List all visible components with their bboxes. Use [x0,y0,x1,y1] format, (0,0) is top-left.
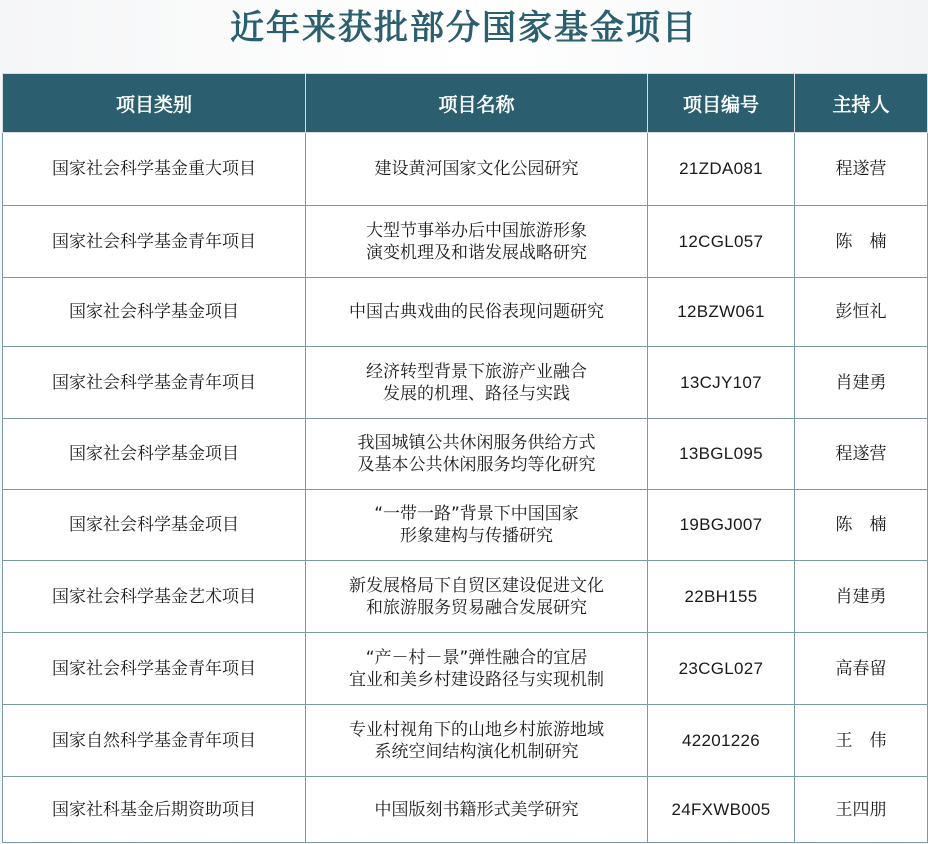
host-cell: 王 伟 [795,705,928,777]
table-row [3,561,928,633]
project-name-cell: 经济转型背景下旅游产业融合 发展的机理、路径与实践 [306,347,648,419]
project-name-cell: 建设黄河国家文化公园研究 [306,133,648,206]
table-row [3,206,928,278]
project-name-cell: “一带一路”背景下中国国家 形象建构与传播研究 [306,490,648,561]
table-row [3,633,928,705]
header-name: 项目名称 [306,74,648,133]
table-row [3,133,928,206]
project-code-cell: 22BH155 [648,561,795,633]
header-host: 主持人 [795,74,928,133]
project-table [2,73,928,843]
project-code-cell: 42201226 [648,705,795,777]
project-code-cell: 12CGL057 [648,206,795,278]
category-cell: 国家社会科学基金项目 [3,490,306,561]
project-code-cell: 23CGL027 [648,633,795,705]
host-cell: 肖建勇 [795,347,928,419]
table-row [3,777,928,843]
host-cell: 肖建勇 [795,561,928,633]
host-cell: 高春留 [795,633,928,705]
category-cell: 国家社会科学基金青年项目 [3,347,306,419]
category-cell: 国家社会科学基金重大项目 [3,133,306,206]
table-header-row [3,74,928,133]
category-cell: 国家社会科学基金青年项目 [3,206,306,278]
table-row [3,419,928,490]
project-name-cell: 中国古典戏曲的民俗表现问题研究 [306,278,648,347]
category-cell: 国家社会科学基金项目 [3,419,306,490]
project-code-cell: 24FXWB005 [648,777,795,843]
host-cell: 程遂营 [795,419,928,490]
table-row [3,278,928,347]
host-cell: 程遂营 [795,133,928,206]
host-cell: 王四朋 [795,777,928,843]
page-title: 近年来获批部分国家基金项目 [230,8,698,48]
project-name-cell: 我国城镇公共休闲服务供给方式 及基本公共休闲服务均等化研究 [306,419,648,490]
header-category: 项目类别 [3,74,306,133]
project-name-cell: 专业村视角下的山地乡村旅游地域 系统空间结构演化机制研究 [306,705,648,777]
table-row [3,347,928,419]
category-cell: 国家社会科学基金项目 [3,278,306,347]
category-cell: 国家社会科学基金青年项目 [3,633,306,705]
project-name-cell: 大型节事举办后中国旅游形象 演变机理及和谐发展战略研究 [306,206,648,278]
project-name-cell: 中国版刻书籍形式美学研究 [306,777,648,843]
header-code: 项目编号 [648,74,795,133]
project-code-cell: 12BZW061 [648,278,795,347]
project-name-cell: 新发展格局下自贸区建设促进文化 和旅游服务贸易融合发展研究 [306,561,648,633]
project-code-cell: 21ZDA081 [648,133,795,206]
host-cell: 陈 楠 [795,490,928,561]
host-cell: 陈 楠 [795,206,928,278]
category-cell: 国家社会科学基金艺术项目 [3,561,306,633]
host-cell: 彭恒礼 [795,278,928,347]
table-row [3,490,928,561]
project-code-cell: 13CJY107 [648,347,795,419]
project-code-cell: 19BGJ007 [648,490,795,561]
table-row [3,705,928,777]
project-name-cell: “产－村－景”弹性融合的宜居 宜业和美乡村建设路径与实现机制 [306,633,648,705]
project-code-cell: 13BGL095 [648,419,795,490]
category-cell: 国家社科基金后期资助项目 [3,777,306,843]
category-cell: 国家自然科学基金青年项目 [3,705,306,777]
